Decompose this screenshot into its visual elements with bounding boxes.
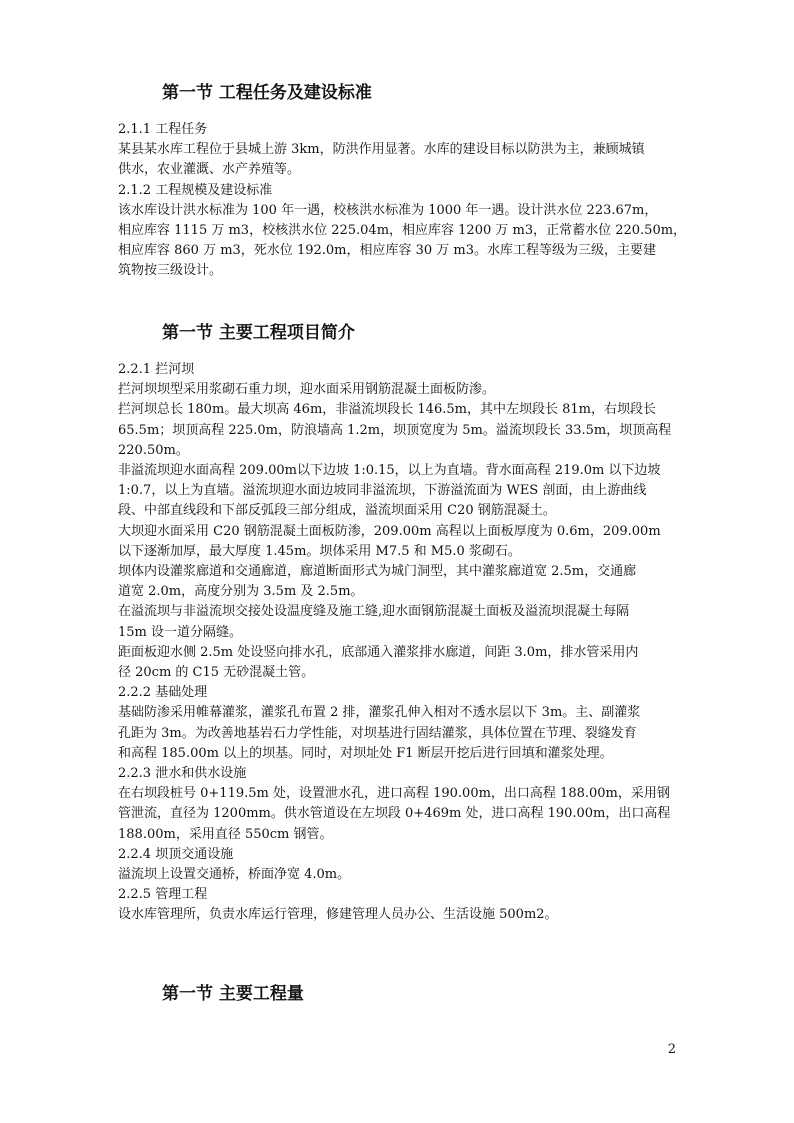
subheading-2-1-2: 2.1.2 工程规模及建设标准 [118, 182, 273, 198]
paragraph-line: 坝体内设灌浆廊道和交通廊道，廊道断面形式为城门洞型，其中灌浆廊道宽 2.5m，交通廊 [118, 564, 637, 580]
paragraph-line: 65.5m；坝顶高程 225.0m，防浪墙高 1.2m，坝顶宽度为 5m。溢流坝段长 33.5m，坝顶高程 [118, 422, 672, 438]
paragraph-line: 1:0.7，以上为直墙。溢流坝迎水面边坡同非溢流坝，下游溢流面为 WES 剖面，由上游曲线 [118, 483, 647, 499]
paragraph-line: 在溢流坝与非溢流坝交接处设温度缝及施工缝,迎水面钢筋混凝土面板及溢流坝混凝土每隔 [118, 604, 630, 620]
paragraph-line: 某县某水库工程位于县城上游 3km，防洪作用显著。水库的建设目标以防洪为主，兼顾城镇 [118, 142, 645, 158]
paragraph-line: 非溢流坝迎水面高程 209.00m以下边坡 1:0.15，以上为直墙。背水面高程 219.0m 以下边坡 [118, 463, 661, 479]
subheading-2-2-1: 2.2.1 拦河坝 [118, 362, 195, 377]
paragraph-line: 大坝迎水面采用 C20 钢筋混凝土面板防渗，209.00m 高程以上面板厚度为 0.6m，209.00m [118, 523, 661, 539]
paragraph-line: 供水，农业灌溉、水产养殖等。 [118, 162, 301, 178]
paragraph-line: 220.50m。 [118, 442, 189, 458]
paragraph-line: 筑物按三级设计。 [118, 263, 223, 279]
subheading-2-2-4: 2.2.4 坝顶交通设施 [118, 846, 234, 862]
paragraph-line: 孔距为 3m。为改善地基岩石力学性能，对坝基进行固结灌浆，具体位置在节理、裂缝发育 [118, 725, 637, 741]
paragraph-line: 径 20cm 的 C15 无砂混凝土管。 [118, 665, 315, 681]
paragraph-line: 15m 设一道分隔缝。 [118, 624, 243, 640]
paragraph-line: 拦河坝总长 180m。最大坝高 46m，非溢流坝段长 146.5m，其中左坝段长 81m，右坝段长 [118, 402, 656, 418]
paragraph-line: 道宽 2.0m，高度分别为 3.5m 及 2.5m。 [118, 584, 364, 600]
subheading-2-2-5: 2.2.5 管理工程 [118, 887, 208, 903]
subheading-2-1-1: 2.1.1 工程任务 [118, 122, 208, 137]
paragraph-line: 基础防渗采用帷幕灌浆，灌浆孔布置 2 排，灌浆孔伸入相对不透水层以下 3m。主、副灌浆 [118, 705, 641, 721]
section-heading-quantities: 第一节 主要工程量 [162, 984, 304, 1004]
paragraph-line: 相应库容 860 万 m3，死水位 192.0m，相应库容 30 万 m3。水库工程等级为三级，主要建 [118, 243, 657, 259]
section-heading-tasks-standards: 第一节 工程任务及建设标准 [162, 83, 372, 103]
paragraph-line: 在右坝段桩号 0+119.5m 处，设置泄水孔，进口高程 190.00m，出口高程 188.00m，采用钢 [118, 786, 670, 802]
paragraph-line: 以下逐渐加厚，最大厚度 1.45m。坝体采用 M7.5 和 M5.0 浆砌石。 [118, 543, 521, 559]
paragraph-line: 距面板迎水侧 2.5m 处设竖向排水孔，底部通入灌浆排水廊道，间距 3.0m，排水管采用内 [118, 644, 639, 660]
paragraph-line: 设水库管理所，负责水库运行管理，修建管理人员办公、生活设施 500m2。 [118, 907, 558, 923]
page-number: 2 [667, 1042, 676, 1057]
section-body-project-items [118, 360, 684, 926]
paragraph-line: 段、中部直线段和下部反弧段三部分组成，溢流坝面采用 C20 钢筋混凝土。 [118, 503, 556, 519]
section-heading-project-items: 第一节 主要工程项目简介 [162, 323, 355, 343]
paragraph-line: 拦河坝坝型采用浆砌石重力坝，迎水面采用钢筋混凝土面板防渗。 [118, 382, 496, 398]
paragraph-line: 管泄流，直径为 1200mm。供水管道设在左坝段 0+469m 处，进口高程 190.00m，出口高程 [118, 806, 671, 822]
subheading-2-2-2: 2.2.2 基础处理 [118, 685, 208, 701]
paragraph-line: 该水库设计洪水标准为 100 年一遇，校核洪水标准为 1000 年一遇。设计洪水位 223.67m， [118, 202, 658, 218]
paragraph-line: 溢流坝上设置交通桥，桥面净宽 4.0m。 [118, 867, 351, 883]
paragraph-line: 188.00m，采用直径 550cm 钢管。 [118, 826, 333, 842]
section-body-tasks-standards [118, 120, 687, 282]
paragraph-line: 相应库容 1115 万 m3，校核洪水位 225.04m，相应库容 1200 万 m3，正常蓄水位 220.50m， [118, 223, 687, 239]
subheading-2-2-3: 2.2.3 泄水和供水设施 [118, 766, 247, 782]
paragraph-line: 和高程 185.00m 以上的坝基。同时，对坝址处 F1 断层开挖后进行回填和灌浆处理。 [118, 745, 613, 761]
